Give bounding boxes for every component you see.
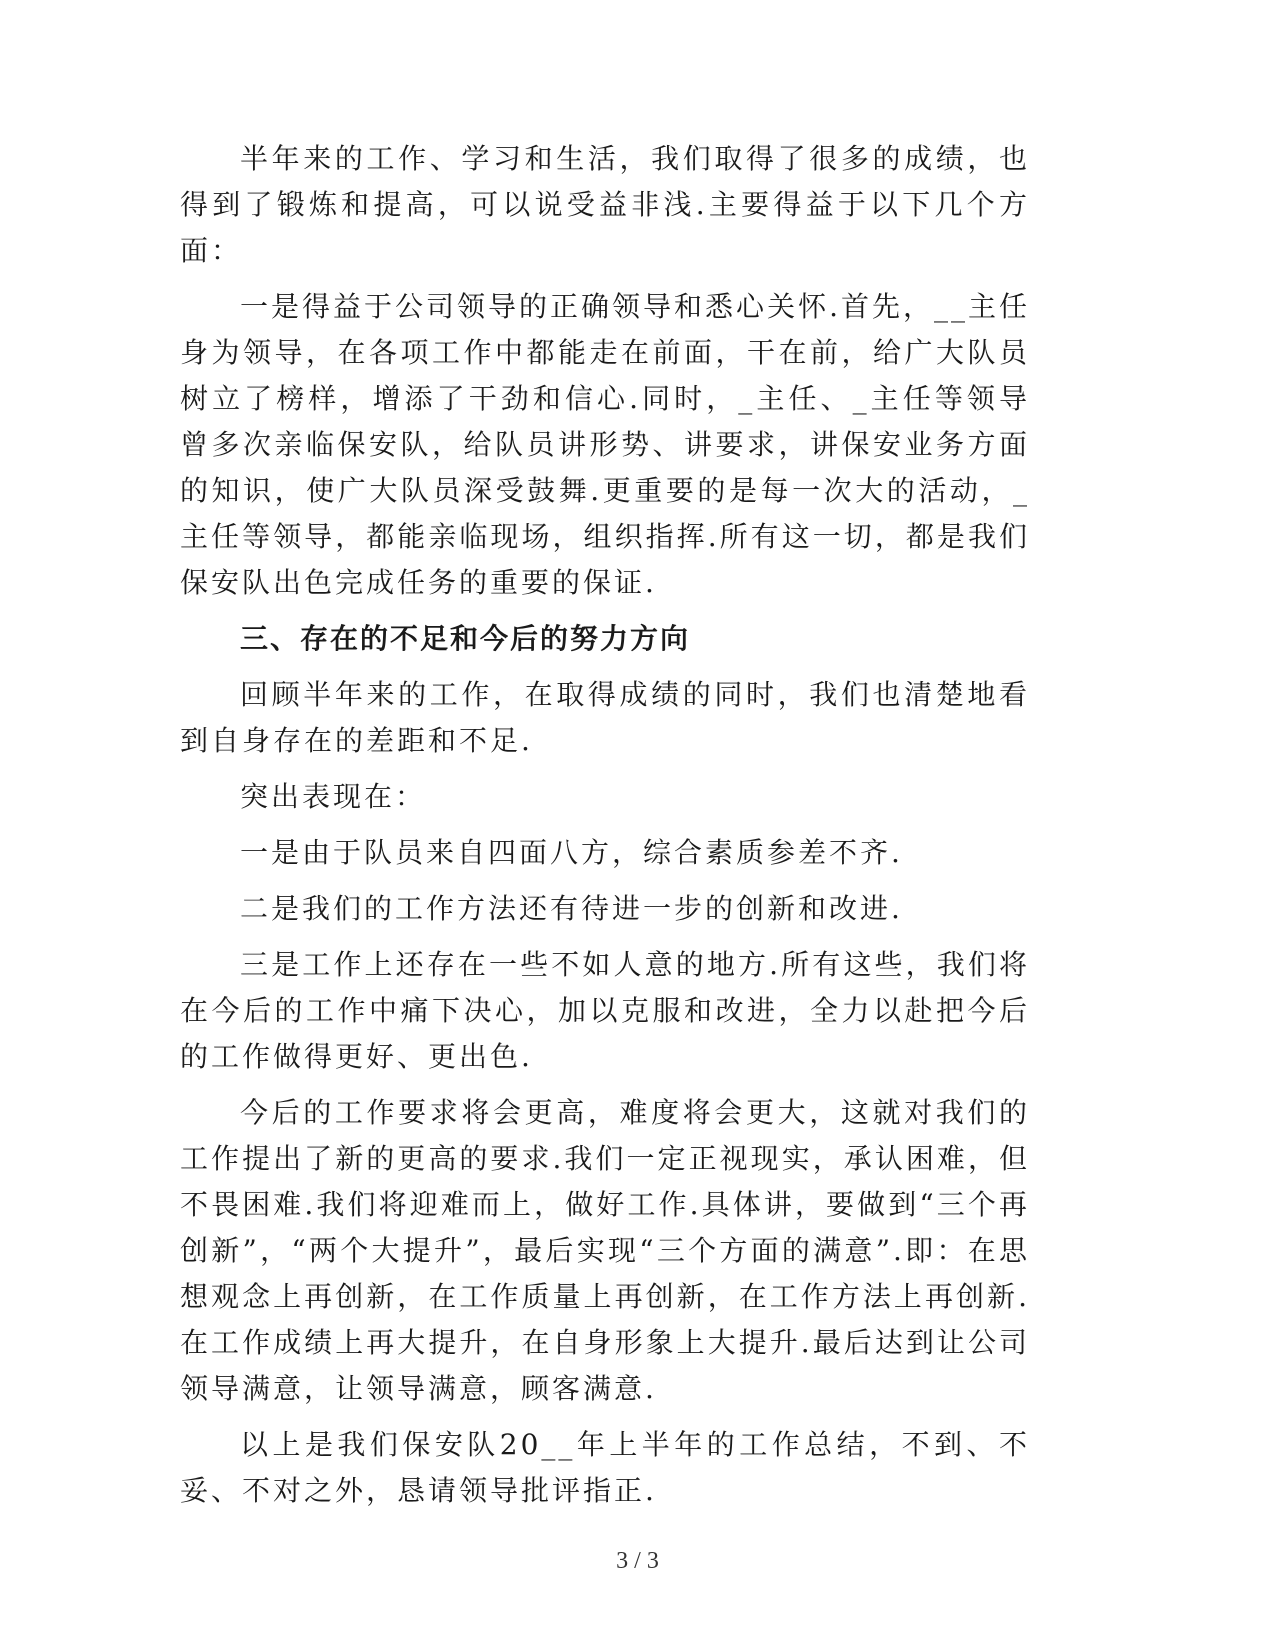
paragraph-review: 回顾半年来的工作，在取得成绩的同时，我们也清楚地看到自身存在的差距和不足. xyxy=(180,678,1030,757)
list-item-second: 二是我们的工作方法还有待进一步的创新和改进. xyxy=(240,892,903,925)
paragraph-leadership-care: 一是得益于公司领导的正确领导和悉心关怀.首先，__主任身为领导，在各项工作中都能走在前面，干在前，给广大队员树立了榜样，增添了干劲和信心.同时，_主任、_主任等领导曾多次亲临保安队，给队员讲形势、讲要求，讲保安业务方面的知识，使广大队员深受鼓舞.更重要的是每一次大的活动，_主任等领导，都能亲临现场，组织指挥.所有这一切，都是我们保安队出色完成任务的重要的保证. xyxy=(180,290,1030,599)
list-item-third: 三是工作上还存在一些不如人意的地方.所有这些，我们将在今后的工作中痛下决心，加以克服和改进，全力以赴把今后的工作做得更好、更出色. xyxy=(180,948,1030,1073)
paragraph-manifestations: 突出表现在： xyxy=(240,780,427,813)
list-item-first: 一是由于队员来自四面八方，综合素质参差不齐. xyxy=(240,836,903,869)
section-heading-shortcomings: 三、存在的不足和今后的努力方向 xyxy=(240,622,691,655)
document-page xyxy=(180,136,1030,1524)
page-number: 3 / 3 xyxy=(616,1548,659,1574)
paragraph-future-requirements: 今后的工作要求将会更高，难度将会更大，这就对我们的工作提出了新的更高的要求.我们一定正视现实，承认困难，但不畏困难.我们将迎难而上，做好工作.具体讲，要做到“三个再创新”，“两个大提升”，最后实现“三个方面的满意”.即：在思想观念上再创新，在工作质量上再创新，在工作方法上再创新.在工作成绩上再大提升，在自身形象上大提升.最后达到让公司领导满意，让领导满意，顾客满意. xyxy=(180,1096,1030,1405)
paragraph-gains-intro: 半年来的工作、学习和生活，我们取得了很多的成绩，也得到了锻炼和提高，可以说受益非浅.主要得益于以下几个方面： xyxy=(180,142,1030,267)
paragraph-closing: 以上是我们保安队20__年上半年的工作总结，不到、不妥、不对之外，恳请领导批评指正. xyxy=(180,1428,1030,1507)
